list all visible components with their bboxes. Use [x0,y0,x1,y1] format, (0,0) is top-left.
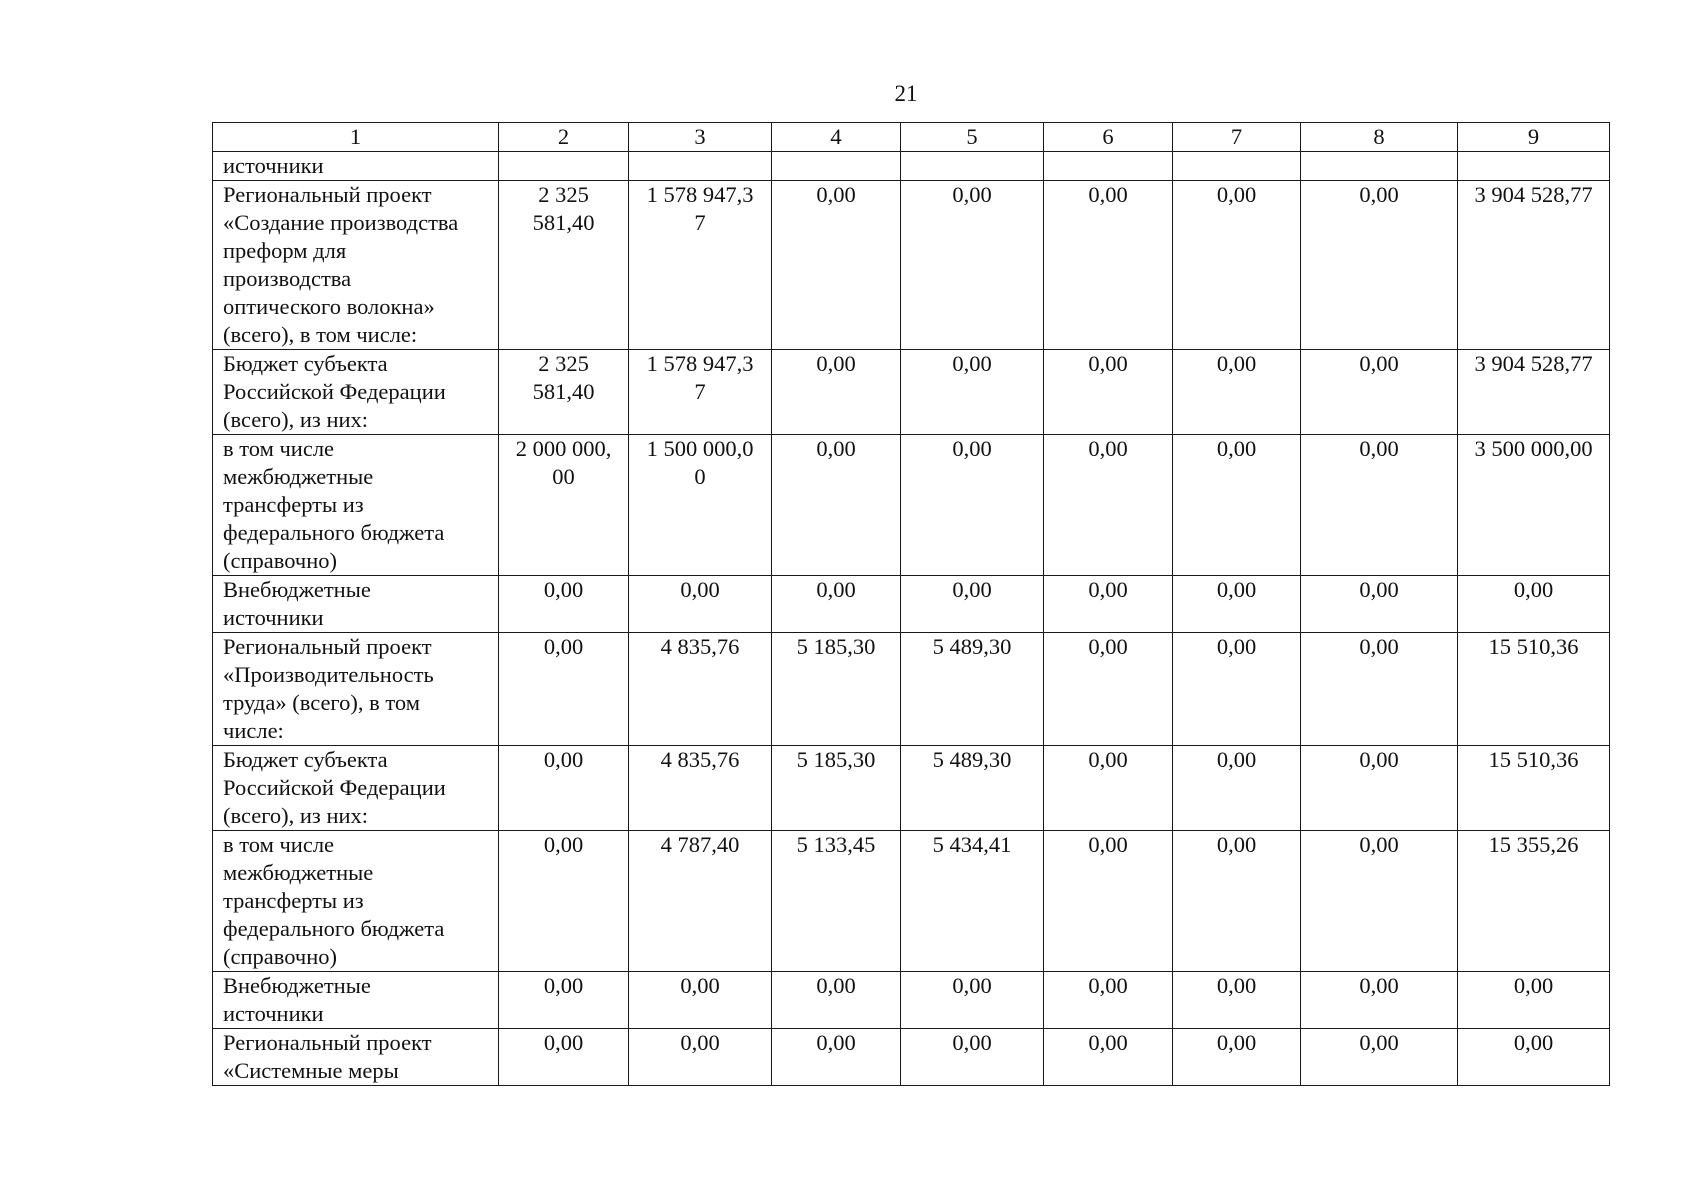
value-cell [499,746,629,831]
value-line: 0,00 [952,351,992,376]
value-line: 0,00 [1088,351,1128,376]
value-line: 0,00 [1216,436,1257,461]
value-cell [1173,576,1301,633]
table-row [213,972,1610,1029]
value-line: 0,00 [952,436,992,461]
row-label-line: (справочно) [223,548,337,573]
value-cell [901,1029,1044,1086]
row-label-line: (всего), из них: [223,803,369,828]
column-header: 9 [1458,123,1610,152]
value-cell [1458,972,1610,1029]
value-cell [1173,746,1301,831]
value-cell [772,1029,901,1086]
row-label-cell [213,831,499,972]
value-line: 15 355,26 [1488,832,1579,857]
value-line: 2 325 [538,351,589,376]
value-cell [1458,831,1610,972]
value-cell [1458,633,1610,746]
value-line: 0,00 [680,1030,720,1055]
value-cell [772,831,901,972]
value-line: 2 325 [538,182,589,207]
value-cell [1173,831,1301,972]
value-line: 2 000 000, [515,436,612,461]
table-header [213,123,1610,152]
value-line: 0,00 [1216,577,1257,602]
value-cell [1301,746,1458,831]
value-cell [1458,1029,1610,1086]
row-label-line: «Системные меры [223,1058,399,1083]
column-header: 6 [1044,123,1173,152]
value-line: 0,00 [816,1030,856,1055]
row-label-line: федерального бюджета [223,520,445,545]
value-cell [901,576,1044,633]
value-cell [499,435,629,576]
value-line: 0,00 [952,182,992,207]
value-line: 0,00 [816,436,856,461]
value-line: 0,00 [952,577,992,602]
value-line: 0,00 [1359,436,1399,461]
value-cell [1044,972,1173,1029]
value-line: 00 [552,464,575,489]
value-cell [629,972,772,1029]
value-cell [901,972,1044,1029]
value-line: 0,00 [1216,351,1257,376]
row-label-line: (всего), в том числе: [223,322,418,347]
value-cell [1044,1029,1173,1086]
value-cell [901,746,1044,831]
value-line: 0,00 [1513,973,1554,998]
row-label-line: трансферты из [223,888,364,913]
table-row [213,746,1610,831]
value-line: 3 500 000,00 [1474,436,1593,461]
column-header: 5 [901,123,1044,152]
value-line: 5 489,30 [932,634,1012,659]
value-cell [499,152,629,181]
value-cell [1173,152,1301,181]
row-label-cell [213,746,499,831]
value-line: 0,00 [1088,747,1128,772]
value-line: 0,00 [1216,634,1257,659]
row-label-cell [213,633,499,746]
row-label-line: (справочно) [223,944,337,969]
table-row [213,181,1610,350]
value-cell [1044,350,1173,435]
value-line: 0,00 [1359,1030,1399,1055]
value-line: 0,00 [816,973,856,998]
value-line: 0,00 [1088,577,1128,602]
value-cell [1458,181,1610,350]
value-line: 1 500 000,0 [646,436,754,461]
table-row [213,1029,1610,1086]
value-line: 3 904 528,77 [1474,351,1593,376]
value-cell [1301,152,1458,181]
value-cell [1044,181,1173,350]
value-cell [1301,1029,1458,1086]
row-label-cell [213,1029,499,1086]
row-label-line: источники [223,153,324,178]
value-cell [1044,576,1173,633]
value-cell [1301,576,1458,633]
row-label-cell [213,435,499,576]
column-header: 4 [772,123,901,152]
table-row [213,350,1610,435]
value-line: 0,00 [1216,832,1257,857]
value-cell [772,181,901,350]
row-label-line: преформ для [223,238,347,263]
value-cell [1044,633,1173,746]
row-label-line: федерального бюджета [223,916,445,941]
value-cell [629,350,772,435]
value-line: 0,00 [1088,1030,1128,1055]
value-line: 581,40 [532,210,595,235]
value-cell [629,831,772,972]
value-line: 0,00 [1359,832,1399,857]
column-header: 8 [1301,123,1458,152]
value-line: 0,00 [1359,351,1399,376]
row-label-line: Региональный проект [223,634,432,659]
value-line: 0,00 [816,351,856,376]
value-line: 0,00 [1359,634,1399,659]
value-cell [629,746,772,831]
value-cell [772,576,901,633]
value-cell [1044,152,1173,181]
value-cell [1458,746,1610,831]
value-line: 3 904 528,77 [1474,182,1593,207]
value-line: 5 133,45 [796,832,876,857]
column-header: 1 [213,123,499,152]
value-cell [629,1029,772,1086]
value-line: 5 434,41 [932,832,1012,857]
row-label-line: межбюджетные [223,860,374,885]
row-label-cell [213,350,499,435]
value-line: 0,00 [1513,577,1554,602]
column-header: 3 [629,123,772,152]
table-row [213,633,1610,746]
value-cell [1458,152,1610,181]
budget-table [212,122,1610,1086]
row-label-line: Бюджет субъекта [223,351,388,376]
value-cell [772,633,901,746]
value-line: 0,00 [680,577,720,602]
value-line: 0,00 [1359,182,1399,207]
value-line: 7 [694,210,706,235]
value-line: 4 835,76 [660,634,740,659]
row-label-line: Бюджет субъекта [223,747,388,772]
value-line: 0,00 [1088,182,1128,207]
value-cell [1044,746,1173,831]
value-line: 0,00 [1088,973,1128,998]
row-label-line: (всего), из них: [223,407,369,432]
value-line: 1 578 947,3 [646,351,754,376]
value-cell [1301,972,1458,1029]
row-label-cell [213,152,499,181]
row-label-cell [213,972,499,1029]
row-label-line: Российской Федерации [223,379,446,404]
value-line: 0,00 [816,182,856,207]
value-line: 0,00 [1216,1030,1257,1055]
value-line: 0,00 [1088,634,1128,659]
value-cell [499,181,629,350]
value-line: 0,00 [543,747,584,772]
header-row [213,123,1610,152]
value-cell [901,633,1044,746]
value-cell [1301,435,1458,576]
value-cell [1173,181,1301,350]
value-line: 5 185,30 [796,747,876,772]
table-row [213,435,1610,576]
value-line: 0,00 [680,973,720,998]
value-cell [772,152,901,181]
page-number: 21 [894,81,918,106]
table-row [213,152,1610,181]
value-line: 0,00 [543,634,584,659]
column-header: 7 [1173,123,1301,152]
row-label-line: «Производительность [223,662,434,687]
value-cell [772,746,901,831]
value-cell [629,576,772,633]
value-line: 4 835,76 [660,747,740,772]
value-cell [629,152,772,181]
row-label-line: в том числе [223,436,335,461]
value-cell [1173,972,1301,1029]
row-label-line: труда» (всего), в том [223,690,420,715]
value-cell [1458,435,1610,576]
value-cell [1458,350,1610,435]
value-line: 5 489,30 [932,747,1012,772]
value-cell [629,435,772,576]
value-line: 0,00 [543,832,584,857]
value-line: 0,00 [543,973,584,998]
value-line: 0 [694,464,706,489]
row-label-cell [213,576,499,633]
value-line: 0,00 [1359,577,1399,602]
row-label-line: Региональный проект [223,182,432,207]
value-cell [1301,831,1458,972]
value-cell [901,181,1044,350]
value-cell [499,576,629,633]
value-line: 0,00 [1359,747,1399,772]
value-cell [499,633,629,746]
row-label-line: «Создание производства [223,210,459,235]
row-label-line: производства [223,266,352,291]
value-cell [772,350,901,435]
value-line: 0,00 [1513,1030,1554,1055]
value-cell [772,972,901,1029]
table-row [213,576,1610,633]
value-line: 0,00 [952,973,992,998]
value-line: 0,00 [952,1030,992,1055]
value-cell [1044,435,1173,576]
value-cell [901,831,1044,972]
value-line: 4 787,40 [660,832,740,857]
value-cell [629,181,772,350]
row-label-line: Региональный проект [223,1030,432,1055]
value-cell [1173,1029,1301,1086]
value-cell [1173,435,1301,576]
value-line: 0,00 [816,577,856,602]
value-cell [901,152,1044,181]
row-label-line: Внебюджетные [223,577,371,602]
value-cell [772,435,901,576]
value-line: 0,00 [543,1030,584,1055]
value-line: 0,00 [543,577,584,602]
row-label-cell [213,181,499,350]
value-cell [1044,831,1173,972]
table-body [213,152,1610,1086]
value-line: 0,00 [1359,973,1399,998]
value-cell [499,1029,629,1086]
row-label-line: Российской Федерации [223,775,446,800]
table-row [213,831,1610,972]
row-label-line: в том числе [223,832,335,857]
row-label-line: межбюджетные [223,464,374,489]
value-cell [1173,633,1301,746]
value-cell [629,633,772,746]
row-label-line: оптического волокна» [223,294,435,319]
value-cell [499,350,629,435]
value-line: 0,00 [1216,747,1257,772]
value-cell [499,972,629,1029]
value-cell [1301,350,1458,435]
value-cell [1301,181,1458,350]
row-label-line: Внебюджетные [223,973,371,998]
row-label-line: числе: [223,718,284,743]
value-line: 7 [694,379,706,404]
value-line: 0,00 [1216,973,1257,998]
row-label-line: трансферты из [223,492,364,517]
value-line: 0,00 [1088,436,1128,461]
value-cell [901,435,1044,576]
value-line: 1 578 947,3 [646,182,754,207]
value-cell [1458,576,1610,633]
value-cell [499,831,629,972]
value-line: 15 510,36 [1488,634,1579,659]
row-label-line: источники [223,1001,324,1026]
value-cell [901,350,1044,435]
value-cell [1173,350,1301,435]
value-line: 0,00 [1216,182,1257,207]
row-label-line: источники [223,605,324,630]
value-line: 15 510,36 [1488,747,1579,772]
value-line: 5 185,30 [796,634,876,659]
value-cell [1301,633,1458,746]
value-line: 581,40 [532,379,595,404]
value-line: 0,00 [1088,832,1128,857]
column-header: 2 [499,123,629,152]
